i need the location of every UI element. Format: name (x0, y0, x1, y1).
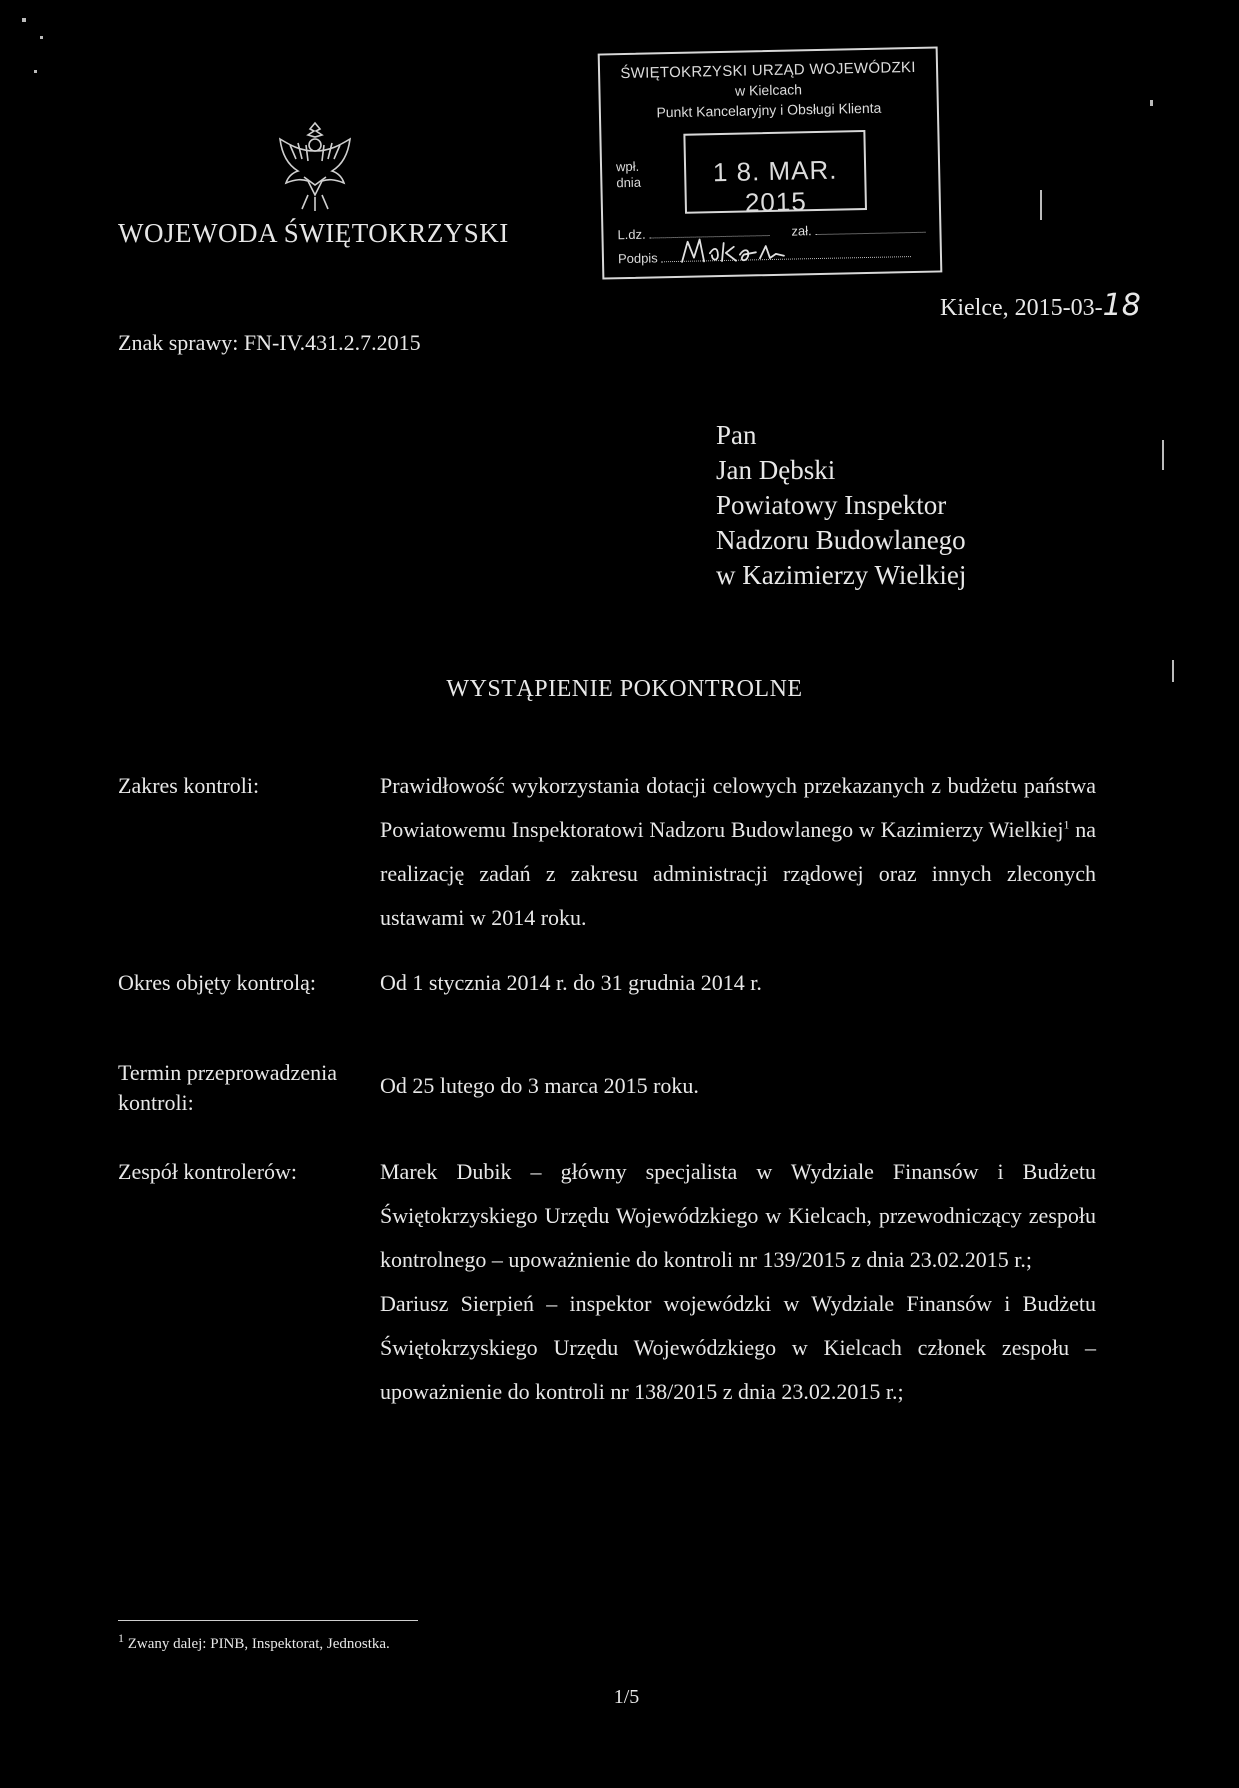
scope-text-rest: na realizację zadań z zakresu administracji rządowej oraz innych zleconych ustawami w 2014 roku. (380, 817, 1096, 930)
addressee-line: Jan Dębski (716, 455, 836, 485)
stamp-department: Punkt Kancelaryjny i Obsługi Klienta (656, 99, 882, 121)
section-body (380, 764, 1096, 940)
handwritten-signature-icon (677, 232, 788, 268)
footnote-number: 1 (118, 1631, 124, 1645)
place-date (940, 288, 1141, 323)
addressee-line: Powiatowy Inspektor (716, 490, 947, 520)
scan-speck (22, 18, 26, 22)
scope-text (380, 764, 1096, 940)
section-label: Okres objęty kontrolą: (118, 970, 316, 995)
scan-speck (40, 36, 43, 39)
case-number: Znak sprawy: FN-IV.431.2.7.2015 (118, 330, 421, 355)
footnote-text: Zwany dalej: PINB, Inspektorat, Jednostka. (124, 1636, 390, 1652)
stamp-date-box (683, 130, 867, 218)
addressee-line: Nadzoru Budowlanego (716, 525, 966, 555)
place-date-text: Kielce, 2015-03- (940, 295, 1103, 321)
addressee-line: Pan (716, 420, 757, 450)
team-member: Dariusz Sierpień – inspektor wojewódzki w Wydziale Finansów i Budżetu Świętokrzyskiego Urzędu Wojewódzkiego w Kielcach członek zespołu – upoważnienie do kontroli nr 138/2015 z dnia 23.02.2015 r.; (380, 1291, 1096, 1404)
page-number: 1/5 (613, 1686, 640, 1708)
stamp-podpis-label: Podpis (617, 250, 658, 267)
place-date-day: 18 (1102, 288, 1141, 323)
scan-speck (34, 70, 37, 73)
stamp-zal (791, 221, 925, 239)
addressee-block (716, 418, 966, 593)
footnote-divider (118, 1620, 418, 1621)
stamp-city: w Kielcach (734, 81, 803, 99)
stamp-received-label (616, 159, 641, 192)
scan-speck (1040, 190, 1042, 220)
team-member: Marek Dubik – główny specjalista w Wydziale Finansów i Budżetu Świętokrzyskiego Urzędu Wojewódzkiego w Kielcach, przewodniczący zespołu kontrolnego – upoważnienie do kontroli nr 139/2015 z dnia 23.02.2015 r.; (380, 1159, 1096, 1272)
registry-stamp (598, 46, 943, 279)
section-label: Zakres kontroli: (118, 773, 260, 798)
footnote (118, 1631, 390, 1653)
scan-speck (1162, 440, 1164, 470)
stamp-office-name: ŚWIĘTOKRZYSKI URZĄD WOJEWÓDZKI (620, 58, 916, 83)
stamp-wpl-label: wpł. (615, 158, 640, 175)
stamp-zal-field (815, 232, 925, 235)
document-title: WYSTĄPIENIE POKONTROLNE (446, 676, 803, 702)
section-body (380, 1150, 1096, 1414)
section-label: Zespół kontrolerów: (118, 1159, 298, 1184)
scan-speck (1150, 100, 1153, 106)
stamp-dnia-label: dnia (616, 174, 642, 191)
scan-speck (1172, 660, 1174, 682)
addressee-line: w Kazimierzy Wielkiej (716, 560, 967, 590)
stamp-ldz-label: L.dz. (617, 226, 646, 243)
stamp-date: 1 8. MAR. 2015 (712, 154, 838, 218)
stamp-zal-label: zał. (791, 223, 812, 239)
footnote-ref: 1 (1063, 817, 1070, 832)
issuer-name: WOJEWODA ŚWIĘTOKRZYSKI (118, 218, 509, 248)
section-body: Od 1 stycznia 2014 r. do 31 grudnia 2014 r. (380, 970, 762, 995)
scope-text-main: Prawidłowość wykorzystania dotacji celowych przekazanych z budżetu państwa Powiatowemu Inspektoratowi Nadzoru Budowlanego w Kazimierzy Wielkiej (380, 773, 1096, 842)
section-label: Termin przeprowadzenia kontroli: (118, 1060, 337, 1115)
eagle-emblem-icon (270, 115, 360, 215)
section-body: Od 25 lutego do 3 marca 2015 roku. (380, 1073, 699, 1098)
